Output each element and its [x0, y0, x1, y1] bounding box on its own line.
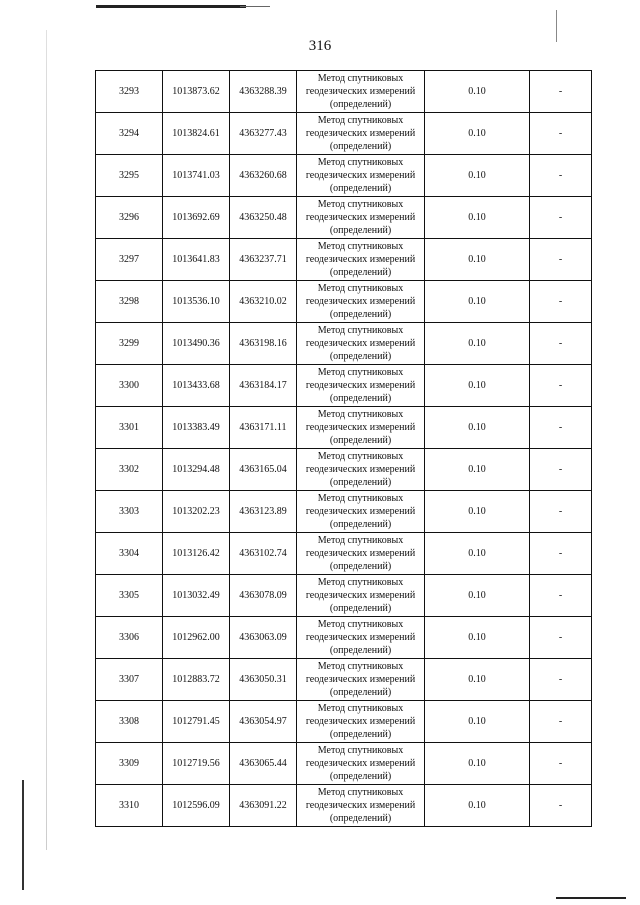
- method-line: Метод спутниковых: [317, 367, 404, 378]
- x-coordinate-cell: 1013641.83: [163, 239, 230, 281]
- method-line: Метод спутниковых: [317, 241, 404, 252]
- y-coordinate-cell: 4363277.43: [230, 113, 297, 155]
- y-coordinate-cell: 4363123.89: [230, 491, 297, 533]
- precision-cell: 0.10: [425, 281, 530, 323]
- table-row: [96, 113, 592, 155]
- method-cell: [297, 617, 425, 659]
- point-number-cell: 3299: [96, 323, 163, 365]
- precision-cell: 0.10: [425, 323, 530, 365]
- y-coordinate-cell: 4363250.48: [230, 197, 297, 239]
- point-number-cell: 3294: [96, 113, 163, 155]
- table-row: [96, 197, 592, 239]
- note-cell: -: [530, 617, 592, 659]
- point-number-cell: 3309: [96, 743, 163, 785]
- note-cell: -: [530, 575, 592, 617]
- method-line: Метод спутниковых: [317, 73, 404, 84]
- method-cell: [297, 281, 425, 323]
- note-cell: -: [530, 197, 592, 239]
- note-cell: -: [530, 659, 592, 701]
- y-coordinate-cell: 4363102.74: [230, 533, 297, 575]
- precision-cell: 0.10: [425, 239, 530, 281]
- method-line: (определений): [329, 99, 392, 110]
- method-line: геодезических измерений: [305, 254, 416, 265]
- x-coordinate-cell: 1012791.45: [163, 701, 230, 743]
- method-line: геодезических измерений: [305, 800, 416, 811]
- method-line: Метод спутниковых: [317, 493, 404, 504]
- method-line: Метод спутниковых: [317, 745, 404, 756]
- method-line: (определений): [329, 603, 392, 614]
- method-cell: [297, 449, 425, 491]
- method-line: (определений): [329, 309, 392, 320]
- scan-artifact-top-thin: [240, 6, 270, 7]
- method-line: (определений): [329, 351, 392, 362]
- method-line: Метод спутниковых: [317, 535, 404, 546]
- method-cell: [297, 659, 425, 701]
- method-line: (определений): [329, 183, 392, 194]
- x-coordinate-cell: 1012962.00: [163, 617, 230, 659]
- note-cell: -: [530, 323, 592, 365]
- method-line: (определений): [329, 729, 392, 740]
- table-row: [96, 617, 592, 659]
- method-cell: [297, 701, 425, 743]
- y-coordinate-cell: 4363210.02: [230, 281, 297, 323]
- method-line: (определений): [329, 477, 392, 488]
- table-row: [96, 785, 592, 827]
- x-coordinate-cell: 1013741.03: [163, 155, 230, 197]
- note-cell: -: [530, 743, 592, 785]
- method-line: (определений): [329, 393, 392, 404]
- x-coordinate-cell: 1012596.09: [163, 785, 230, 827]
- method-line: геодезических измерений: [305, 422, 416, 433]
- method-cell: [297, 407, 425, 449]
- method-line: геодезических измерений: [305, 674, 416, 685]
- coordinates-table-body: [96, 71, 592, 827]
- precision-cell: 0.10: [425, 407, 530, 449]
- point-number-cell: 3307: [96, 659, 163, 701]
- method-line: Метод спутниковых: [317, 787, 404, 798]
- x-coordinate-cell: 1013873.62: [163, 71, 230, 113]
- precision-cell: 0.10: [425, 701, 530, 743]
- y-coordinate-cell: 4363171.11: [230, 407, 297, 449]
- x-coordinate-cell: 1013490.36: [163, 323, 230, 365]
- method-cell: [297, 113, 425, 155]
- x-coordinate-cell: 1013692.69: [163, 197, 230, 239]
- method-line: (определений): [329, 141, 392, 152]
- precision-cell: 0.10: [425, 617, 530, 659]
- method-cell: [297, 743, 425, 785]
- note-cell: -: [530, 239, 592, 281]
- y-coordinate-cell: 4363288.39: [230, 71, 297, 113]
- method-cell: [297, 197, 425, 239]
- precision-cell: 0.10: [425, 197, 530, 239]
- method-cell: [297, 323, 425, 365]
- y-coordinate-cell: 4363063.09: [230, 617, 297, 659]
- y-coordinate-cell: 4363165.04: [230, 449, 297, 491]
- method-line: (определений): [329, 645, 392, 656]
- method-line: геодезических измерений: [305, 296, 416, 307]
- method-line: геодезических измерений: [305, 338, 416, 349]
- method-cell: [297, 71, 425, 113]
- method-line: Метод спутниковых: [317, 115, 404, 126]
- table-row: [96, 659, 592, 701]
- method-line: Метод спутниковых: [317, 199, 404, 210]
- note-cell: -: [530, 281, 592, 323]
- method-line: геодезических измерений: [305, 758, 416, 769]
- y-coordinate-cell: 4363065.44: [230, 743, 297, 785]
- precision-cell: 0.10: [425, 365, 530, 407]
- table-row: [96, 323, 592, 365]
- method-line: геодезических измерений: [305, 212, 416, 223]
- method-cell: [297, 533, 425, 575]
- scan-artifact-left-edge: [46, 30, 47, 850]
- point-number-cell: 3296: [96, 197, 163, 239]
- x-coordinate-cell: 1013383.49: [163, 407, 230, 449]
- method-line: геодезических измерений: [305, 548, 416, 559]
- point-number-cell: 3293: [96, 71, 163, 113]
- point-number-cell: 3295: [96, 155, 163, 197]
- x-coordinate-cell: 1012719.56: [163, 743, 230, 785]
- y-coordinate-cell: 4363050.31: [230, 659, 297, 701]
- method-cell: [297, 365, 425, 407]
- note-cell: -: [530, 113, 592, 155]
- table-row: [96, 491, 592, 533]
- point-number-cell: 3298: [96, 281, 163, 323]
- y-coordinate-cell: 4363054.97: [230, 701, 297, 743]
- method-line: Метод спутниковых: [317, 577, 404, 588]
- x-coordinate-cell: 1013202.23: [163, 491, 230, 533]
- table-row: [96, 281, 592, 323]
- precision-cell: 0.10: [425, 785, 530, 827]
- method-line: геодезических измерений: [305, 464, 416, 475]
- note-cell: -: [530, 785, 592, 827]
- point-number-cell: 3306: [96, 617, 163, 659]
- table-row: [96, 407, 592, 449]
- method-line: геодезических измерений: [305, 632, 416, 643]
- x-coordinate-cell: 1013433.68: [163, 365, 230, 407]
- method-line: (определений): [329, 519, 392, 530]
- y-coordinate-cell: 4363184.17: [230, 365, 297, 407]
- note-cell: -: [530, 491, 592, 533]
- method-line: геодезических измерений: [305, 380, 416, 391]
- note-cell: -: [530, 449, 592, 491]
- method-line: геодезических измерений: [305, 590, 416, 601]
- method-line: Метод спутниковых: [317, 409, 404, 420]
- method-line: Метод спутниковых: [317, 283, 404, 294]
- note-cell: -: [530, 155, 592, 197]
- table-row: [96, 701, 592, 743]
- y-coordinate-cell: 4363078.09: [230, 575, 297, 617]
- precision-cell: 0.10: [425, 491, 530, 533]
- y-coordinate-cell: 4363198.16: [230, 323, 297, 365]
- method-line: геодезических измерений: [305, 716, 416, 727]
- table-row: [96, 743, 592, 785]
- point-number-cell: 3304: [96, 533, 163, 575]
- note-cell: -: [530, 533, 592, 575]
- method-line: (определений): [329, 687, 392, 698]
- point-number-cell: 3302: [96, 449, 163, 491]
- table-row: [96, 365, 592, 407]
- precision-cell: 0.10: [425, 575, 530, 617]
- method-line: Метод спутниковых: [317, 325, 404, 336]
- method-line: Метод спутниковых: [317, 661, 404, 672]
- scan-artifact-left-bottom: [22, 780, 24, 890]
- x-coordinate-cell: 1013824.61: [163, 113, 230, 155]
- y-coordinate-cell: 4363237.71: [230, 239, 297, 281]
- method-line: (определений): [329, 561, 392, 572]
- method-line: геодезических измерений: [305, 506, 416, 517]
- method-line: (определений): [329, 225, 392, 236]
- page-number: 316: [308, 38, 332, 54]
- scan-artifact-top: [96, 5, 246, 8]
- table-row: [96, 71, 592, 113]
- table-row: [96, 155, 592, 197]
- x-coordinate-cell: 1013536.10: [163, 281, 230, 323]
- point-number-cell: 3301: [96, 407, 163, 449]
- table-row: [96, 239, 592, 281]
- precision-cell: 0.10: [425, 113, 530, 155]
- precision-cell: 0.10: [425, 449, 530, 491]
- precision-cell: 0.10: [425, 659, 530, 701]
- point-number-cell: 3305: [96, 575, 163, 617]
- method-line: геодезических измерений: [305, 128, 416, 139]
- point-number-cell: 3300: [96, 365, 163, 407]
- method-line: Метод спутниковых: [317, 619, 404, 630]
- precision-cell: 0.10: [425, 71, 530, 113]
- method-cell: [297, 575, 425, 617]
- table-row: [96, 533, 592, 575]
- method-line: Метод спутниковых: [317, 703, 404, 714]
- method-cell: [297, 155, 425, 197]
- scan-artifact-bottom: [556, 897, 626, 899]
- point-number-cell: 3310: [96, 785, 163, 827]
- x-coordinate-cell: 1013032.49: [163, 575, 230, 617]
- point-number-cell: 3297: [96, 239, 163, 281]
- precision-cell: 0.10: [425, 743, 530, 785]
- method-line: геодезических измерений: [305, 170, 416, 181]
- note-cell: -: [530, 365, 592, 407]
- method-line: Метод спутниковых: [317, 157, 404, 168]
- method-line: (определений): [329, 267, 392, 278]
- y-coordinate-cell: 4363260.68: [230, 155, 297, 197]
- method-line: (определений): [329, 435, 392, 446]
- method-cell: [297, 491, 425, 533]
- table-row: [96, 575, 592, 617]
- point-number-cell: 3303: [96, 491, 163, 533]
- x-coordinate-cell: 1012883.72: [163, 659, 230, 701]
- method-line: (определений): [329, 813, 392, 824]
- y-coordinate-cell: 4363091.22: [230, 785, 297, 827]
- point-number-cell: 3308: [96, 701, 163, 743]
- note-cell: -: [530, 407, 592, 449]
- method-cell: [297, 785, 425, 827]
- table-row: [96, 449, 592, 491]
- note-cell: -: [530, 701, 592, 743]
- method-line: Метод спутниковых: [317, 451, 404, 462]
- method-line: геодезических измерений: [305, 86, 416, 97]
- x-coordinate-cell: 1013294.48: [163, 449, 230, 491]
- method-cell: [297, 239, 425, 281]
- note-cell: -: [530, 71, 592, 113]
- precision-cell: 0.10: [425, 533, 530, 575]
- x-coordinate-cell: 1013126.42: [163, 533, 230, 575]
- precision-cell: 0.10: [425, 155, 530, 197]
- coordinates-table: [95, 70, 592, 827]
- method-line: (определений): [329, 771, 392, 782]
